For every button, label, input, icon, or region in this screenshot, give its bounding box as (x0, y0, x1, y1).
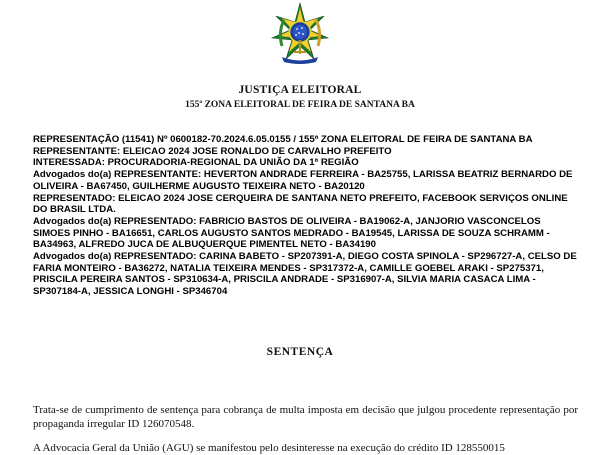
sentence-heading: SENTENÇA (266, 346, 334, 358)
court-title: JUSTIÇA ELEITORAL (238, 84, 362, 96)
defendant-line: REPRESENTADO: ELEICAO 2024 JOSE CERQUEIRA DE SANTANA NETO PREFEITO, FACEBOOK SERVIÇOS ONLINE DO BRASIL LTDA. (33, 192, 568, 216)
defendant-lawyers-line-2: Advogados do(a) REPRESENTADO: CARINA BABETO - SP207391-A, DIEGO COSTA SPINOLA - SP296727-A, CELSO DE FARIA MONTEIRO - BA36272, NATALIA TEIXEIRA MENDES - SP317372-A, CAMILLE GOEBEL ARAKI - SP275371, PRISCILA PEREIRA SANTOS - SP310634-A, PRISCILA ANDRADE - SP316907-A, SILVIA MARIA CASACA LIMA - SP307184-A, JESSICA LONGHI - SP346704 (33, 251, 577, 298)
process-info-block (33, 134, 578, 298)
interested-party-line: INTERESSADA: PROCURADORIA-REGIONAL DA UNIÃO DA 1ª REGIÃO (33, 157, 359, 169)
body-paragraph-1: Trata-se de cumprimento de sentença para cobrança de multa imposta em decisão que julgou procedente representação por propaganda irregular ID 126070548. (33, 404, 578, 430)
court-zone-subtitle: 155ª ZONA ELEITORAL DE FEIRA DE SANTANA BA (185, 100, 415, 110)
defendant-lawyers-line-1: Advogados do(a) REPRESENTADO: FABRICIO BASTOS DE OLIVEIRA - BA19062-A, JANJORIO VASCONCELOS SIMOES PINHO - BA16651, CARLOS AUGUSTO SANTOS MEDRADO - BA19545, LARISSA DE SOUZA SCHRAMM - BA34963, ALFREDO JUCA DE ALBUQUERQUE PIMENTEL NETO - BA34190 (33, 215, 550, 251)
case-number-line: REPRESENTAÇÃO (11541) Nº 0600182-70.2024.6.05.0155 / 155ª ZONA ELEITORAL DE FEIRA DE SANTANA BA (33, 134, 533, 145)
coat-of-arms-icon (268, 2, 332, 66)
plaintiff-lawyers-line: Advogados do(a) REPRESENTANTE: HEVERTON ANDRADE FERREIRA - BA25755, LARISSA BEATRIZ BERNARDO DE OLIVEIRA - BA67450, GUILHERME AUGUSTO TEIXEIRA NETO - BA20120 (33, 169, 573, 192)
plaintiff-line: REPRESENTANTE: ELEICAO 2024 JOSE RONALDO DE CARVALHO PREFEITO (33, 145, 392, 157)
body-paragraph-2: A Advocacia Geral da União (AGU) se manifestou pelo desinteresse na execução do crédito ID 128550015 (33, 442, 505, 454)
